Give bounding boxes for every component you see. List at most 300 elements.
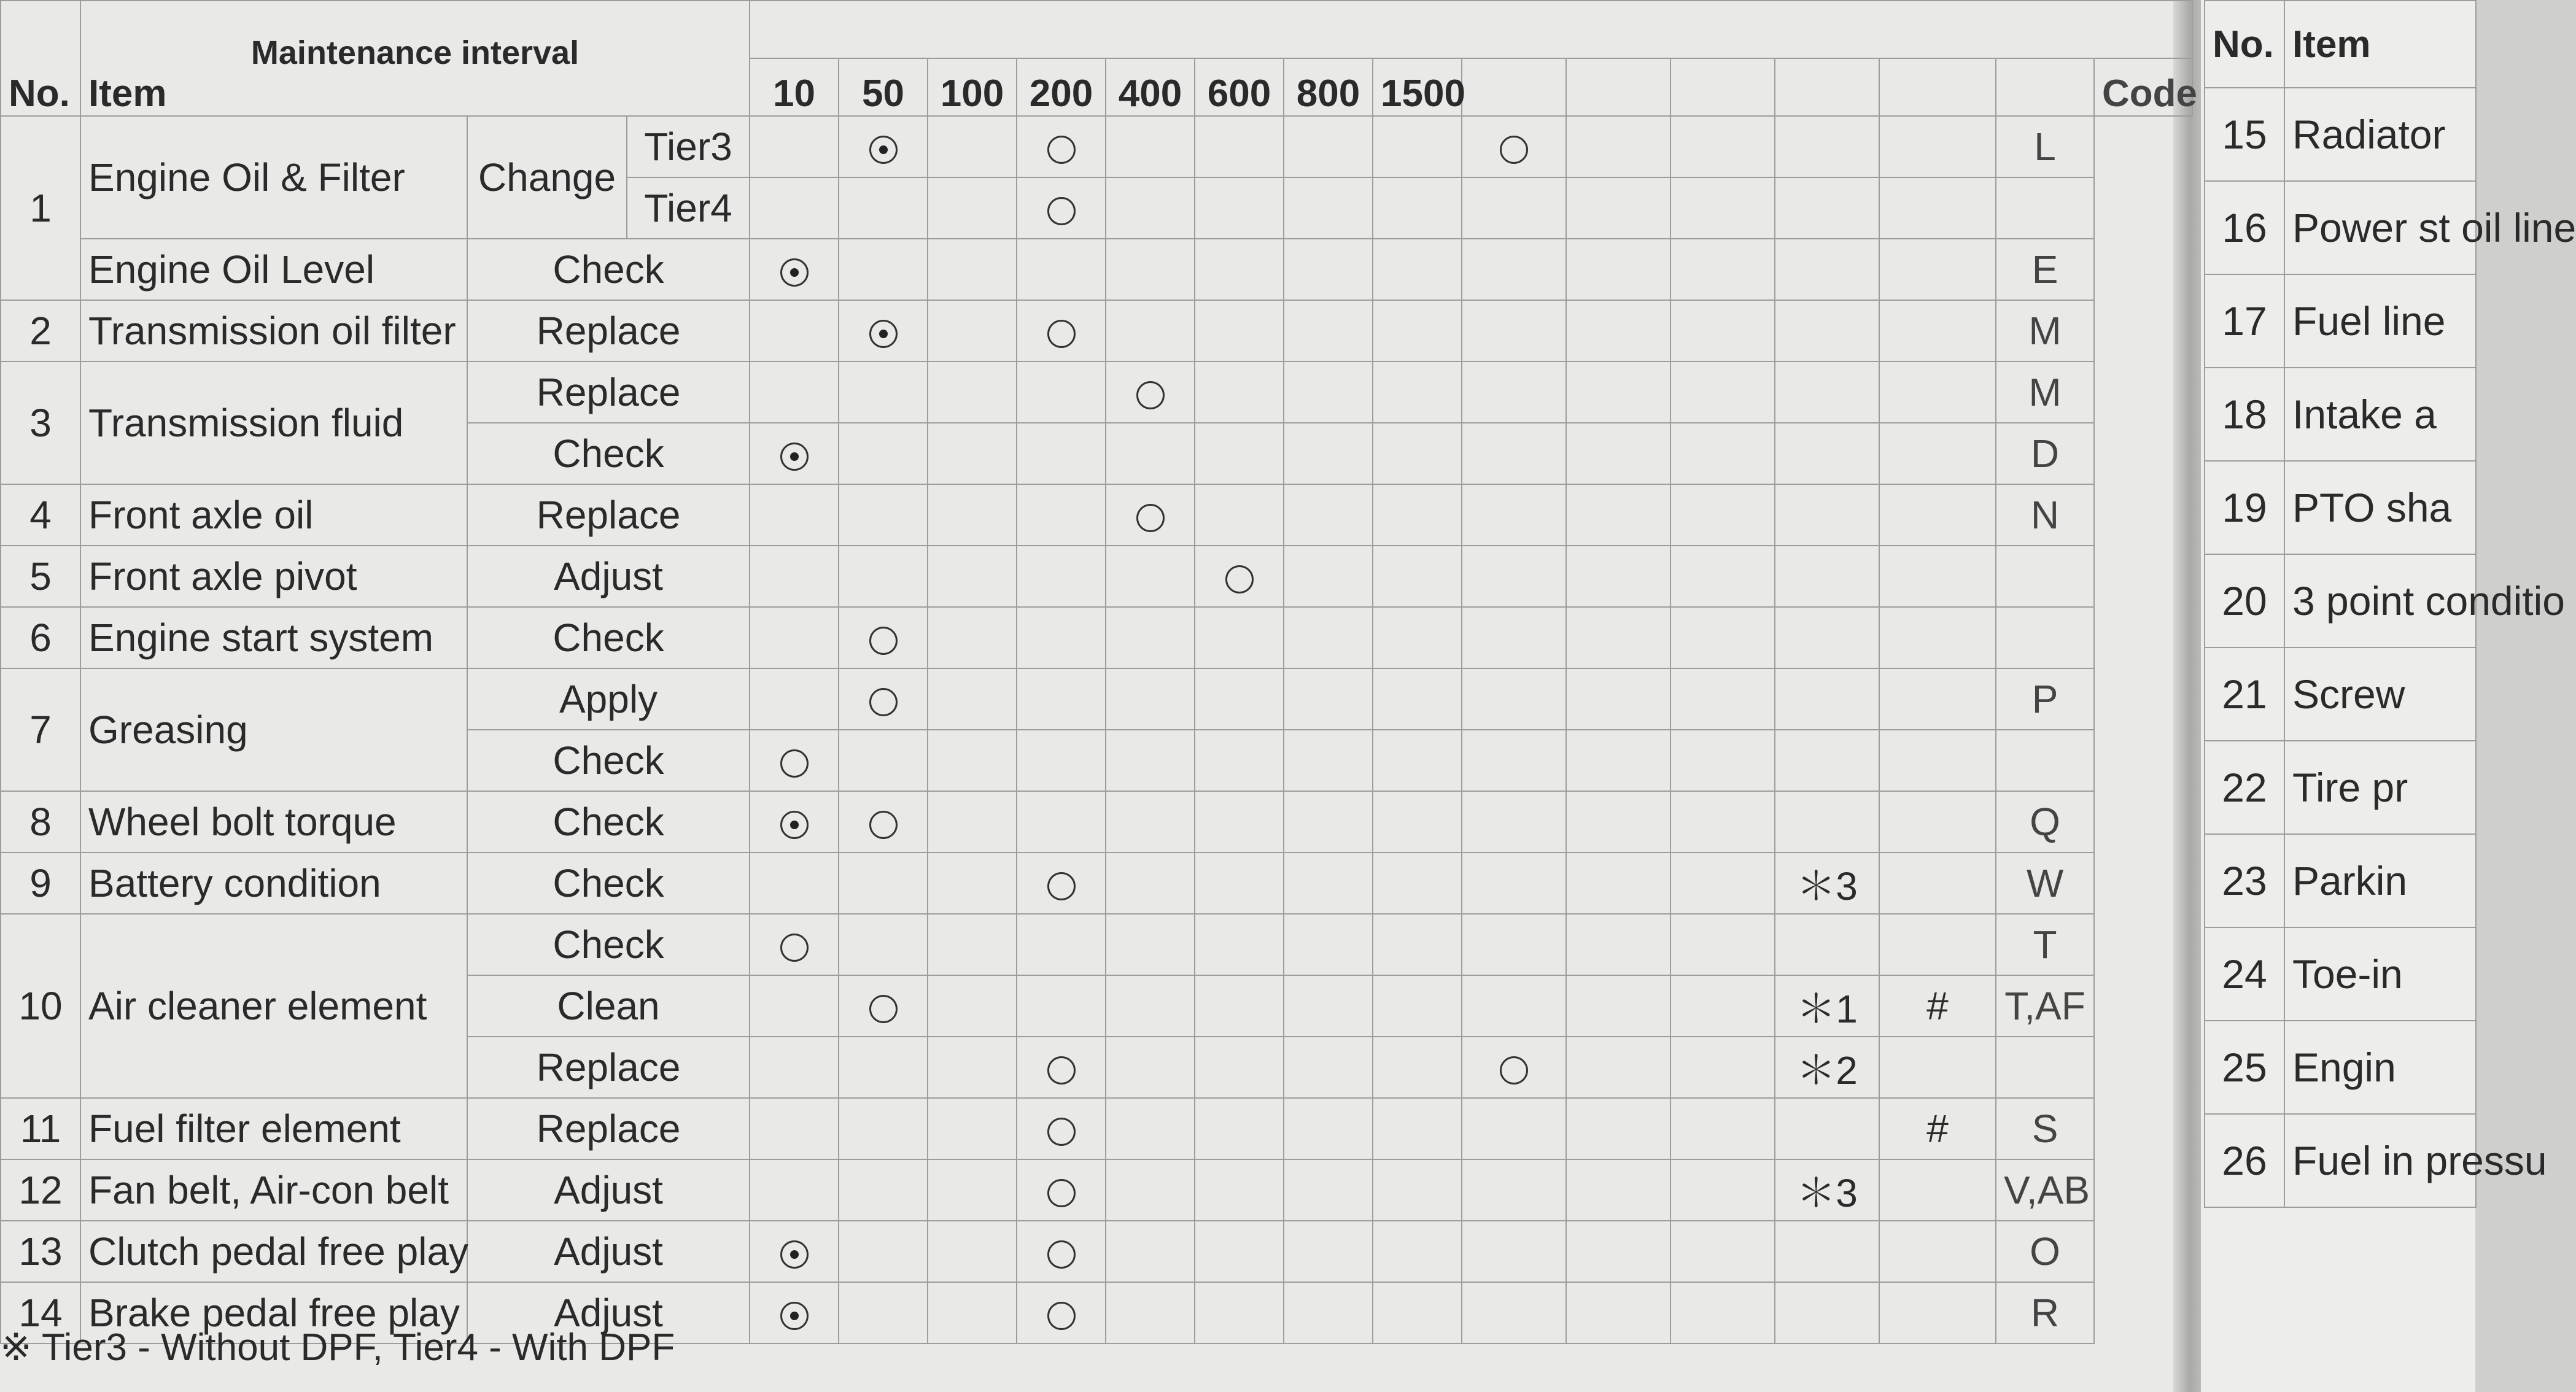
interval-cell-100 bbox=[928, 607, 1017, 668]
note-cell bbox=[1775, 791, 1879, 853]
interval-cell-10 bbox=[750, 914, 839, 975]
row-item: Air cleaner element bbox=[80, 914, 467, 1098]
code-cell: V,AB bbox=[1996, 1159, 2094, 1221]
blank-cell bbox=[1670, 423, 1775, 484]
row-action: Clean bbox=[467, 975, 750, 1037]
hour-blank-3 bbox=[1670, 58, 1775, 116]
note-cell bbox=[1775, 546, 1879, 607]
blank-cell bbox=[1566, 1159, 1670, 1221]
blank-cell bbox=[1566, 975, 1670, 1037]
hash-cell: # bbox=[1879, 1098, 1996, 1159]
right-row-number: 20 bbox=[2205, 554, 2284, 648]
interval-cell-1500 bbox=[1373, 914, 1462, 975]
row-number: 14 bbox=[1, 1282, 80, 1344]
table-row bbox=[1, 791, 2192, 853]
code-cell: L bbox=[1996, 116, 2094, 177]
row-number: 10 bbox=[1, 914, 80, 1098]
hour-1500: 1500 bbox=[1373, 58, 1462, 116]
interval-cell-800 bbox=[1284, 300, 1373, 362]
hash-cell bbox=[1879, 1221, 1996, 1282]
note-cell: ＊2 bbox=[1775, 1037, 1879, 1098]
hash-cell bbox=[1879, 914, 1996, 975]
interval-cell-400 bbox=[1106, 668, 1195, 730]
interval-cell-late bbox=[1462, 975, 1566, 1037]
blank-cell bbox=[1670, 1159, 1775, 1221]
interval-cell-1500 bbox=[1373, 791, 1462, 853]
interval-cell-late bbox=[1462, 730, 1566, 791]
interval-cell-10 bbox=[750, 791, 839, 853]
interval-cell-400 bbox=[1106, 1037, 1195, 1098]
table-row bbox=[1, 853, 2192, 914]
right-row-item: Engin bbox=[2284, 1021, 2476, 1114]
hash-cell bbox=[1879, 1282, 1996, 1344]
interval-cell-100 bbox=[928, 914, 1017, 975]
row-action: Check bbox=[467, 853, 750, 914]
note-cell bbox=[1775, 914, 1879, 975]
row-number: 13 bbox=[1, 1221, 80, 1282]
interval-cell-100 bbox=[928, 1159, 1017, 1221]
interval-cell-200 bbox=[1017, 546, 1106, 607]
table-row bbox=[1, 300, 2192, 362]
row-number: 2 bbox=[1, 300, 80, 362]
note-cell bbox=[1775, 300, 1879, 362]
interval-cell-400 bbox=[1106, 239, 1195, 300]
table-row bbox=[1, 607, 2192, 668]
table-row bbox=[1, 362, 2192, 423]
interval-cell-1500 bbox=[1373, 1098, 1462, 1159]
interval-cell-600 bbox=[1195, 239, 1284, 300]
interval-cell-1500 bbox=[1373, 300, 1462, 362]
interval-cell-800 bbox=[1284, 668, 1373, 730]
interval-cell-600 bbox=[1195, 1282, 1284, 1344]
interval-cell-200 bbox=[1017, 1282, 1106, 1344]
circle-icon bbox=[869, 811, 898, 839]
row-item: Wheel bolt torque bbox=[80, 791, 467, 853]
interval-cell-400 bbox=[1106, 423, 1195, 484]
row-item: Front axle pivot bbox=[80, 546, 467, 607]
row-action: Replace bbox=[467, 1098, 750, 1159]
blank-cell bbox=[1566, 730, 1670, 791]
blank-cell bbox=[1670, 914, 1775, 975]
interval-cell-100 bbox=[928, 1221, 1017, 1282]
hash-cell bbox=[1879, 239, 1996, 300]
right-row-item: Fuel in pressu bbox=[2284, 1114, 2476, 1207]
hour-blank-2 bbox=[1566, 58, 1670, 116]
interval-cell-10 bbox=[750, 668, 839, 730]
interval-cell-late bbox=[1462, 300, 1566, 362]
interval-cell-50 bbox=[839, 362, 928, 423]
row-number: 11 bbox=[1, 1098, 80, 1159]
hour-100: 100 bbox=[928, 58, 1017, 116]
interval-cell-50 bbox=[839, 484, 928, 546]
interval-cell-10 bbox=[750, 546, 839, 607]
interval-cell-10 bbox=[750, 975, 839, 1037]
hash-cell bbox=[1879, 177, 1996, 239]
interval-cell-late bbox=[1462, 1098, 1566, 1159]
hash-cell bbox=[1879, 607, 1996, 668]
table-row bbox=[1, 1159, 2192, 1221]
interval-cell-600 bbox=[1195, 116, 1284, 177]
interval-cell-600 bbox=[1195, 1037, 1284, 1098]
interval-cell-late bbox=[1462, 423, 1566, 484]
header-code: Code bbox=[2094, 58, 2192, 116]
hash-cell bbox=[1879, 423, 1996, 484]
interval-cell-600 bbox=[1195, 668, 1284, 730]
blank-cell bbox=[1566, 362, 1670, 423]
row-action: Check bbox=[467, 423, 750, 484]
code-cell: D bbox=[1996, 423, 2094, 484]
note-cell bbox=[1775, 1282, 1879, 1344]
code-cell: T bbox=[1996, 914, 2094, 975]
hour-blank-5 bbox=[1879, 58, 1996, 116]
blank-cell bbox=[1670, 484, 1775, 546]
hash-cell bbox=[1879, 853, 1996, 914]
interval-cell-late bbox=[1462, 239, 1566, 300]
interval-cell-100 bbox=[928, 730, 1017, 791]
row-action: Change bbox=[467, 116, 627, 239]
right-row-number: 22 bbox=[2205, 741, 2284, 834]
interval-cell-800 bbox=[1284, 116, 1373, 177]
interval-cell-600 bbox=[1195, 730, 1284, 791]
interval-cell-400 bbox=[1106, 1221, 1195, 1282]
right-table-row bbox=[2205, 461, 2476, 554]
hour-200: 200 bbox=[1017, 58, 1106, 116]
interval-cell-50 bbox=[839, 607, 928, 668]
row-item: Engine Oil & Filter bbox=[80, 116, 467, 239]
interval-cell-600 bbox=[1195, 1098, 1284, 1159]
blank-cell bbox=[1670, 239, 1775, 300]
hash-cell bbox=[1879, 791, 1996, 853]
code-cell: P bbox=[1996, 668, 2094, 730]
interval-cell-200 bbox=[1017, 1098, 1106, 1159]
row-number: 9 bbox=[1, 853, 80, 914]
table-row bbox=[1, 484, 2192, 546]
circle-icon bbox=[1047, 1302, 1076, 1330]
hour-10: 10 bbox=[750, 58, 839, 116]
circle-icon bbox=[1500, 1056, 1528, 1085]
interval-cell-50 bbox=[839, 1282, 928, 1344]
right-row-item: 3 point conditio bbox=[2284, 554, 2476, 648]
right-table-row bbox=[2205, 834, 2476, 927]
interval-cell-200 bbox=[1017, 668, 1106, 730]
table-row bbox=[1, 668, 2192, 730]
code-cell bbox=[1996, 1037, 2094, 1098]
note-cell: ＊3 bbox=[1775, 853, 1879, 914]
interval-cell-600 bbox=[1195, 853, 1284, 914]
blank-cell bbox=[1566, 177, 1670, 239]
right-table-row bbox=[2205, 88, 2476, 181]
interval-cell-10 bbox=[750, 362, 839, 423]
hour-blank-1 bbox=[1462, 58, 1566, 116]
interval-cell-200 bbox=[1017, 1037, 1106, 1098]
interval-cell-1500 bbox=[1373, 423, 1462, 484]
interval-cell-late bbox=[1462, 116, 1566, 177]
interval-cell-200 bbox=[1017, 975, 1106, 1037]
interval-cell-800 bbox=[1284, 484, 1373, 546]
interval-cell-1500 bbox=[1373, 975, 1462, 1037]
header-no: No. bbox=[1, 1, 80, 116]
interval-cell-100 bbox=[928, 975, 1017, 1037]
interval-cell-800 bbox=[1284, 423, 1373, 484]
blank-cell bbox=[1566, 239, 1670, 300]
interval-cell-800 bbox=[1284, 1098, 1373, 1159]
interval-cell-400 bbox=[1106, 607, 1195, 668]
interval-cell-10 bbox=[750, 423, 839, 484]
interval-cell-100 bbox=[928, 239, 1017, 300]
circle-icon bbox=[869, 688, 898, 716]
interval-cell-late bbox=[1462, 1221, 1566, 1282]
blank-cell bbox=[1670, 1282, 1775, 1344]
blank-cell bbox=[1566, 914, 1670, 975]
right-row-number: 25 bbox=[2205, 1021, 2284, 1114]
interval-cell-10 bbox=[750, 1037, 839, 1098]
circle-icon bbox=[780, 934, 809, 962]
right-row-item: Toe-in bbox=[2284, 927, 2476, 1021]
right-header-item: Item bbox=[2284, 1, 2476, 88]
interval-cell-600 bbox=[1195, 484, 1284, 546]
note-cell bbox=[1775, 116, 1879, 177]
blank-cell bbox=[1670, 116, 1775, 177]
interval-cell-10 bbox=[750, 607, 839, 668]
interval-cell-1500 bbox=[1373, 853, 1462, 914]
row-item: Engine start system bbox=[80, 607, 467, 668]
hash-cell bbox=[1879, 362, 1996, 423]
row-number: 5 bbox=[1, 546, 80, 607]
note-cell bbox=[1775, 423, 1879, 484]
blank-cell bbox=[1566, 1282, 1670, 1344]
interval-cell-600 bbox=[1195, 1159, 1284, 1221]
dotted-circle-icon bbox=[780, 258, 809, 287]
row-item: Transmission fluid bbox=[80, 362, 467, 484]
right-table-row bbox=[2205, 648, 2476, 741]
interval-cell-10 bbox=[750, 1221, 839, 1282]
table-row bbox=[1, 239, 2192, 300]
note-cell bbox=[1775, 1221, 1879, 1282]
interval-cell-800 bbox=[1284, 1159, 1373, 1221]
right-table-body bbox=[2205, 88, 2576, 1207]
interval-cell-400 bbox=[1106, 362, 1195, 423]
right-row-number: 19 bbox=[2205, 461, 2284, 554]
row-number: 6 bbox=[1, 607, 80, 668]
interval-cell-late bbox=[1462, 1282, 1566, 1344]
note-cell bbox=[1775, 607, 1879, 668]
right-table-row bbox=[2205, 927, 2476, 1021]
interval-cell-400 bbox=[1106, 853, 1195, 914]
interval-cell-late bbox=[1462, 1159, 1566, 1221]
blank-cell bbox=[1670, 1098, 1775, 1159]
blank-cell bbox=[1670, 546, 1775, 607]
blank-cell bbox=[1670, 668, 1775, 730]
circle-icon bbox=[1136, 504, 1165, 532]
circle-icon bbox=[1047, 136, 1076, 164]
right-table-row bbox=[2205, 1021, 2476, 1114]
code-cell bbox=[1996, 546, 2094, 607]
interval-cell-50 bbox=[839, 1221, 928, 1282]
code-cell: N bbox=[1996, 484, 2094, 546]
note-cell bbox=[1775, 484, 1879, 546]
interval-cell-800 bbox=[1284, 546, 1373, 607]
interval-cell-400 bbox=[1106, 1282, 1195, 1344]
row-tier: Tier3 bbox=[627, 116, 750, 177]
blank-cell bbox=[1566, 1221, 1670, 1282]
interval-cell-1500 bbox=[1373, 362, 1462, 423]
interval-cell-50 bbox=[839, 853, 928, 914]
code-cell: E bbox=[1996, 239, 2094, 300]
interval-cell-200 bbox=[1017, 730, 1106, 791]
interval-cell-50 bbox=[839, 1037, 928, 1098]
interval-cell-1500 bbox=[1373, 116, 1462, 177]
interval-cell-late bbox=[1462, 177, 1566, 239]
blank-cell bbox=[1566, 853, 1670, 914]
blank-cell bbox=[1566, 423, 1670, 484]
interval-cell-50 bbox=[839, 300, 928, 362]
right-row-item: Screw bbox=[2284, 648, 2476, 741]
hash-cell bbox=[1879, 730, 1996, 791]
interval-cell-400 bbox=[1106, 1159, 1195, 1221]
table-row bbox=[1, 546, 2192, 607]
hash-cell bbox=[1879, 546, 1996, 607]
hash-cell bbox=[1879, 484, 1996, 546]
row-tier: Tier4 bbox=[627, 177, 750, 239]
dotted-circle-icon bbox=[780, 1240, 809, 1269]
interval-cell-400 bbox=[1106, 730, 1195, 791]
row-number: 4 bbox=[1, 484, 80, 546]
interval-cell-50 bbox=[839, 975, 928, 1037]
interval-cell-1500 bbox=[1373, 668, 1462, 730]
interval-cell-400 bbox=[1106, 177, 1195, 239]
circle-icon bbox=[1136, 381, 1165, 409]
interval-cell-10 bbox=[750, 300, 839, 362]
right-table-row bbox=[2205, 1114, 2476, 1207]
interval-cell-400 bbox=[1106, 914, 1195, 975]
code-cell: M bbox=[1996, 362, 2094, 423]
circle-icon bbox=[1047, 1179, 1076, 1207]
interval-cell-1500 bbox=[1373, 1221, 1462, 1282]
right-table-row bbox=[2205, 741, 2476, 834]
hour-400: 400 bbox=[1106, 58, 1195, 116]
row-action: Check bbox=[467, 607, 750, 668]
interval-cell-1500 bbox=[1373, 1159, 1462, 1221]
interval-cell-50 bbox=[839, 914, 928, 975]
interval-cell-400 bbox=[1106, 300, 1195, 362]
interval-cell-50 bbox=[839, 668, 928, 730]
note-cell: ＊1 bbox=[1775, 975, 1879, 1037]
interval-cell-200 bbox=[1017, 607, 1106, 668]
interval-cell-600 bbox=[1195, 791, 1284, 853]
interval-cell-800 bbox=[1284, 239, 1373, 300]
interval-cell-100 bbox=[928, 546, 1017, 607]
circle-icon bbox=[780, 749, 809, 778]
interval-cell-400 bbox=[1106, 791, 1195, 853]
interval-cell-50 bbox=[839, 1159, 928, 1221]
dotted-circle-icon bbox=[869, 320, 898, 348]
code-cell: Q bbox=[1996, 791, 2094, 853]
row-number: 8 bbox=[1, 791, 80, 853]
right-row-item: Tire pr bbox=[2284, 741, 2476, 834]
interval-cell-200 bbox=[1017, 853, 1106, 914]
interval-cell-800 bbox=[1284, 914, 1373, 975]
circle-icon bbox=[1047, 872, 1076, 900]
dotted-circle-icon bbox=[780, 811, 809, 839]
table-row bbox=[1, 1221, 2192, 1282]
note-cell bbox=[1775, 730, 1879, 791]
right-row-item: Parkin bbox=[2284, 834, 2476, 927]
blank-cell bbox=[1670, 607, 1775, 668]
row-action: Check bbox=[467, 914, 750, 975]
interval-cell-late bbox=[1462, 853, 1566, 914]
interval-cell-10 bbox=[750, 484, 839, 546]
note-cell bbox=[1775, 668, 1879, 730]
row-number: 1 bbox=[1, 116, 80, 300]
interval-cell-100 bbox=[928, 1037, 1017, 1098]
row-action: Replace bbox=[467, 1037, 750, 1098]
interval-cell-100 bbox=[928, 1282, 1017, 1344]
interval-cell-200 bbox=[1017, 1221, 1106, 1282]
interval-cell-400 bbox=[1106, 1098, 1195, 1159]
row-item: Fuel filter element bbox=[80, 1098, 467, 1159]
right-row-number: 21 bbox=[2205, 648, 2284, 741]
blank-cell bbox=[1670, 177, 1775, 239]
interval-cell-1500 bbox=[1373, 730, 1462, 791]
blank-cell bbox=[1670, 1221, 1775, 1282]
interval-cell-200 bbox=[1017, 423, 1106, 484]
interval-cell-late bbox=[1462, 362, 1566, 423]
interval-cell-800 bbox=[1284, 791, 1373, 853]
interval-cell-late bbox=[1462, 1037, 1566, 1098]
dotted-circle-icon bbox=[780, 443, 809, 471]
interval-cell-1500 bbox=[1373, 1282, 1462, 1344]
interval-cell-50 bbox=[839, 730, 928, 791]
interval-cell-600 bbox=[1195, 177, 1284, 239]
row-number: 3 bbox=[1, 362, 80, 484]
code-cell: M bbox=[1996, 300, 2094, 362]
interval-cell-100 bbox=[928, 300, 1017, 362]
interval-cell-late bbox=[1462, 484, 1566, 546]
right-row-item: Intake a bbox=[2284, 368, 2476, 461]
hash-cell bbox=[1879, 300, 1996, 362]
right-row-number: 24 bbox=[2205, 927, 2284, 1021]
note-cell bbox=[1775, 1098, 1879, 1159]
row-item: Clutch pedal free play bbox=[80, 1221, 467, 1282]
interval-cell-10 bbox=[750, 1098, 839, 1159]
blank-cell bbox=[1566, 791, 1670, 853]
interval-cell-600 bbox=[1195, 1221, 1284, 1282]
right-row-number: 17 bbox=[2205, 274, 2284, 368]
row-action: Adjust bbox=[467, 1282, 750, 1344]
interval-cell-10 bbox=[750, 177, 839, 239]
circle-icon bbox=[1047, 1056, 1076, 1085]
table-row bbox=[1, 1098, 2192, 1159]
interval-cell-100 bbox=[928, 484, 1017, 546]
interval-cell-600 bbox=[1195, 300, 1284, 362]
right-page-table bbox=[2204, 0, 2576, 1208]
interval-cell-800 bbox=[1284, 730, 1373, 791]
interval-cell-200 bbox=[1017, 239, 1106, 300]
hour-blank-6 bbox=[1996, 58, 2094, 116]
interval-cell-100 bbox=[928, 791, 1017, 853]
right-row-item: PTO sha bbox=[2284, 461, 2476, 554]
table-body bbox=[1, 116, 2192, 1344]
interval-cell-10 bbox=[750, 239, 839, 300]
interval-cell-1500 bbox=[1373, 177, 1462, 239]
interval-cell-200 bbox=[1017, 914, 1106, 975]
interval-cell-1500 bbox=[1373, 607, 1462, 668]
row-number: 7 bbox=[1, 668, 80, 791]
blank-cell bbox=[1670, 791, 1775, 853]
interval-cell-50 bbox=[839, 1098, 928, 1159]
note-cell bbox=[1775, 177, 1879, 239]
row-action: Check bbox=[467, 791, 750, 853]
